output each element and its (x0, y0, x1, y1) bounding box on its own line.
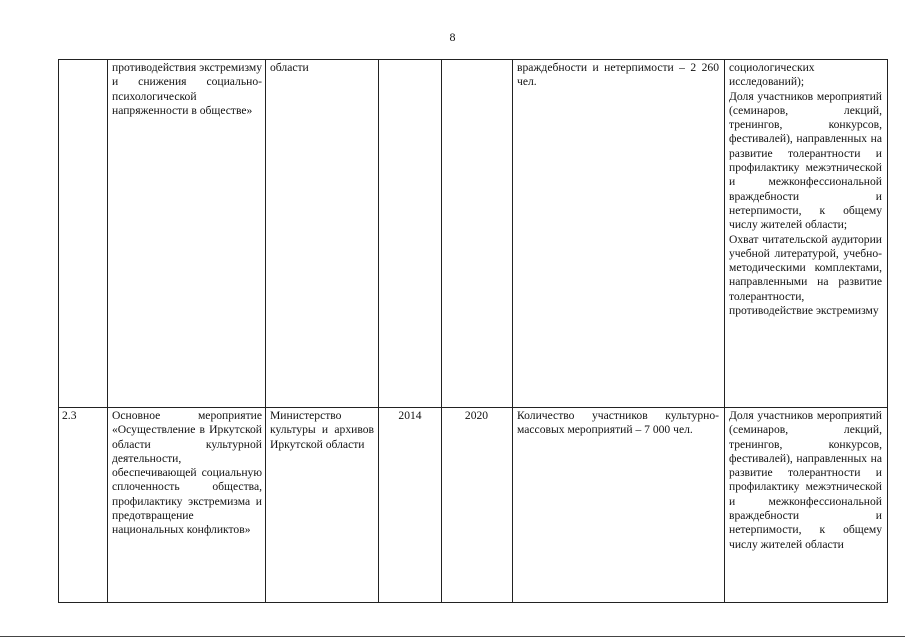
row-divider (58, 407, 888, 408)
effect-paragraph: Охват читательской аудитории учебной литературой, учебно-методическими комплектами, направленными на развитие толерантности, противодействие экстремизму (729, 232, 882, 318)
scan-edge-line (0, 636, 905, 637)
executor-cell: области (270, 61, 309, 74)
end-year-cell: 2020 (464, 409, 489, 422)
table-top-border (58, 59, 888, 60)
executor-cell: Министерство культуры и архивов Иркутской области (270, 409, 374, 451)
effect-cell (729, 409, 882, 552)
measure-cell: противодействия экстремизму и снижения социально-психологической напряженности в обществе» (112, 61, 262, 117)
page-number: 8 (449, 30, 456, 44)
column-border (441, 59, 442, 603)
column-border (107, 59, 108, 603)
column-border (887, 59, 888, 603)
column-border (378, 59, 379, 603)
column-border (512, 59, 513, 603)
indicator-cell: Количество участников культурно-массовых мероприятий – 7 000 чел. (517, 409, 719, 437)
effect-paragraph: Доля участников мероприятий (семинаров, лекций, тренингов, конкурсов, фестивалей), направленных на развитие толерантности и профилактику межэтнической и межконфессиональной враждебности и нетерпимости, к общему числу жителей области (729, 409, 882, 551)
row-number-cell: 2.3 (62, 409, 77, 422)
effect-paragraph: Доля участников мероприятий (семинаров, лекций, тренингов, конкурсов, фестивалей), направленных на развитие толерантности и профилактику межэтнической и межконфессиональной враждебности и нетерпимости, к общему числу жителей области; (729, 89, 882, 232)
start-year-cell: 2014 (398, 409, 422, 422)
effect-paragraph: социологических исследований); (729, 61, 815, 89)
effect-cell (729, 61, 882, 318)
column-border (58, 59, 59, 603)
column-border (265, 59, 266, 603)
indicator-cell: враждебности и нетерпимости – 2 260 чел. (517, 61, 719, 89)
measure-cell: Основное мероприятие «Осуществление в Иркутской области культурной деятельности, обеспечивающей социальную сплоченность общества, профилактику экстремизма и предотвращение национальных конфликтов» (112, 409, 262, 537)
column-border (724, 59, 725, 603)
table-bottom-border (58, 602, 888, 603)
